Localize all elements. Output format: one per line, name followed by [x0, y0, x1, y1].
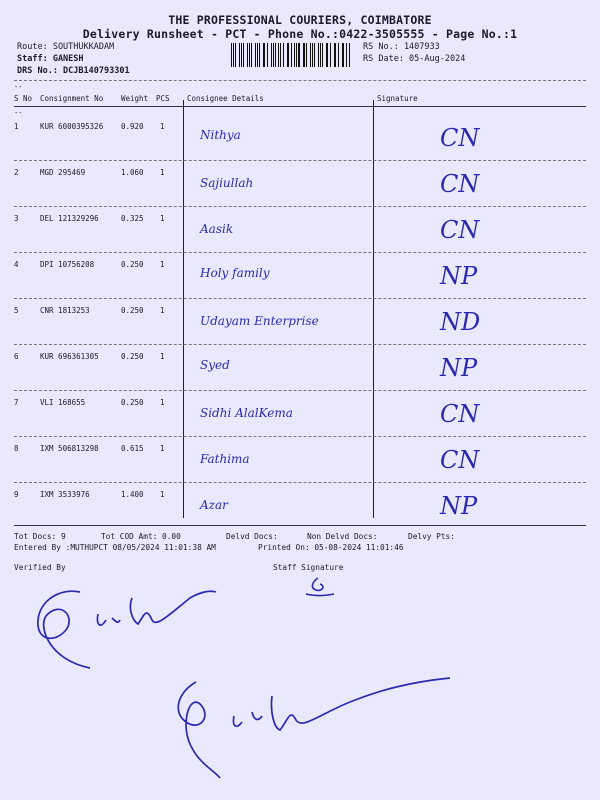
row-separator [14, 252, 586, 253]
total-docs: Tot Docs: 9 [14, 532, 66, 541]
row-consignee-handwritten: Nithya [200, 128, 241, 142]
row-consignment-no: KUR 6000395326 [40, 122, 104, 131]
row-consignment-no: VLI 168655 [40, 398, 86, 407]
barcode-bar [318, 43, 319, 67]
row-pcs: 1 [160, 214, 165, 223]
row-consignee-handwritten: Aasik [200, 222, 234, 236]
row-weight: 0.250 [121, 398, 144, 407]
rs-number: RS No.: 1407933 [363, 42, 440, 52]
row-signature-status: CN [440, 124, 480, 152]
col-consignment: Consignment No [40, 94, 104, 103]
row-signature-status: CN [440, 400, 480, 428]
row-pcs: 1 [160, 444, 165, 453]
verified-by-label: Verified By [14, 563, 66, 572]
row-pcs: 1 [160, 490, 165, 499]
barcode-bar [259, 43, 260, 67]
barcode-bar [306, 43, 307, 67]
dash-marker: -- [14, 83, 23, 91]
row-separator [14, 344, 586, 345]
barcode-bar [239, 43, 240, 67]
row-pcs: 1 [160, 306, 165, 315]
row-consignment-no: IXM 3533976 [40, 490, 90, 499]
barcode-bar [298, 43, 299, 67]
barcode-bar [251, 43, 252, 67]
row-separator [14, 160, 586, 161]
row-consignee-handwritten: Udayam Enterprise [200, 314, 319, 328]
row-sno: 7 [14, 398, 19, 407]
row-sno: 4 [14, 260, 19, 269]
row-consignee-handwritten: Syed [200, 358, 230, 372]
row-weight: 0.615 [121, 444, 144, 453]
row-consignee-handwritten: Azar [200, 498, 228, 512]
row-consignment-no: IXM 506813298 [40, 444, 99, 453]
row-sno: 3 [14, 214, 19, 223]
row-consignment-no: DEL 121329296 [40, 214, 99, 223]
row-separator [14, 390, 586, 391]
row-signature-status: CN [440, 216, 480, 244]
barcode-bar [271, 43, 272, 67]
barcode-bar [247, 43, 248, 67]
row-pcs: 1 [160, 168, 165, 177]
row-separator [14, 436, 586, 437]
second-signature [160, 668, 460, 788]
divider [14, 80, 586, 81]
total-cod: Tot COD Amt: 0.00 [101, 532, 181, 541]
barcode-bar [267, 43, 268, 67]
row-consignee-handwritten: Fathima [200, 452, 250, 466]
row-consignee-handwritten: Sidhi AlalKema [200, 406, 293, 420]
row-signature-status: NP [440, 492, 478, 520]
printed-on: Printed On: 05-08-2024 11:01:46 [258, 543, 404, 552]
barcode-bar [310, 43, 311, 67]
verifier-signature [20, 580, 240, 680]
row-signature-status: CN [440, 446, 480, 474]
drs-number: DRS No.: DCJB140793301 [17, 66, 130, 76]
column-divider-left [183, 100, 184, 518]
row-weight: 0.920 [121, 122, 144, 131]
staff-signature-mark [300, 574, 340, 604]
barcode-bar [322, 43, 323, 67]
barcode-bar [278, 43, 279, 67]
row-signature-status: ND [440, 308, 481, 336]
row-separator [14, 206, 586, 207]
row-weight: 0.325 [121, 214, 144, 223]
col-signature: Signature [377, 94, 418, 103]
row-signature-status: NP [440, 354, 478, 382]
row-consignee-handwritten: Holy family [200, 266, 270, 280]
row-consignee-handwritten: Sajiullah [200, 176, 254, 190]
barcode-bar [330, 43, 331, 67]
delivered-docs: Delvd Docs: [226, 532, 278, 541]
dash-marker-2: -- [14, 109, 23, 117]
barcode-bar [280, 43, 281, 67]
row-weight: 0.250 [121, 352, 144, 361]
entered-by: Entered By :MUTHUPCT 08/05/2024 11:01:38 AM [14, 543, 216, 552]
barcode-bar [349, 43, 350, 67]
row-sno: 1 [14, 122, 19, 131]
row-weight: 0.250 [121, 306, 144, 315]
row-weight: 1.060 [121, 168, 144, 177]
route-label: Route: SOUTHUKKADAM [17, 42, 115, 52]
row-weight: 0.250 [121, 260, 144, 269]
barcode [231, 43, 351, 67]
row-sno: 5 [14, 306, 19, 315]
runsheet-subtitle: Delivery Runsheet - PCT - Phone No.:0422-3505555 - Page No.:1 [82, 27, 518, 41]
row-pcs: 1 [160, 352, 165, 361]
col-consignee: Consignee Details [187, 94, 264, 103]
barcode-bar [231, 43, 232, 67]
row-consignment-no: MGD 295469 [40, 168, 86, 177]
row-sno: 8 [14, 444, 19, 453]
header-rule [14, 106, 586, 107]
row-pcs: 1 [160, 122, 165, 131]
barcode-bar [342, 43, 343, 67]
row-pcs: 1 [160, 260, 165, 269]
col-pcs: PCS [156, 94, 170, 103]
row-consignment-no: DPI 10756208 [40, 260, 95, 269]
row-separator [14, 298, 586, 299]
staff-signature-label: Staff Signature [273, 563, 344, 572]
company-title: THE PROFESSIONAL COURIERS, COIMBATORE [168, 13, 432, 27]
row-separator [14, 482, 586, 483]
rs-date: RS Date: 05-Aug-2024 [363, 54, 466, 64]
row-signature-status: NP [440, 262, 478, 290]
col-weight: Weight [121, 94, 149, 103]
barcode-bar [287, 43, 288, 67]
row-sno: 6 [14, 352, 19, 361]
row-weight: 1.400 [121, 490, 144, 499]
row-consignment-no: CNR 1813253 [40, 306, 90, 315]
table-end-rule [14, 525, 586, 526]
row-sno: 9 [14, 490, 19, 499]
barcode-bar [294, 43, 295, 67]
row-consignment-no: KUR 696361305 [40, 352, 99, 361]
column-divider-right [373, 100, 374, 518]
non-delivered-docs: Non Delvd Docs: [307, 532, 378, 541]
col-sno: S No [14, 94, 33, 103]
row-signature-status: CN [440, 170, 480, 198]
row-sno: 2 [14, 168, 19, 177]
staff-label: Staff: GANESH [17, 54, 84, 64]
barcode-bar [243, 43, 244, 67]
delivery-points: Delvy Pts: [408, 532, 455, 541]
row-pcs: 1 [160, 398, 165, 407]
barcode-bar [335, 43, 336, 67]
